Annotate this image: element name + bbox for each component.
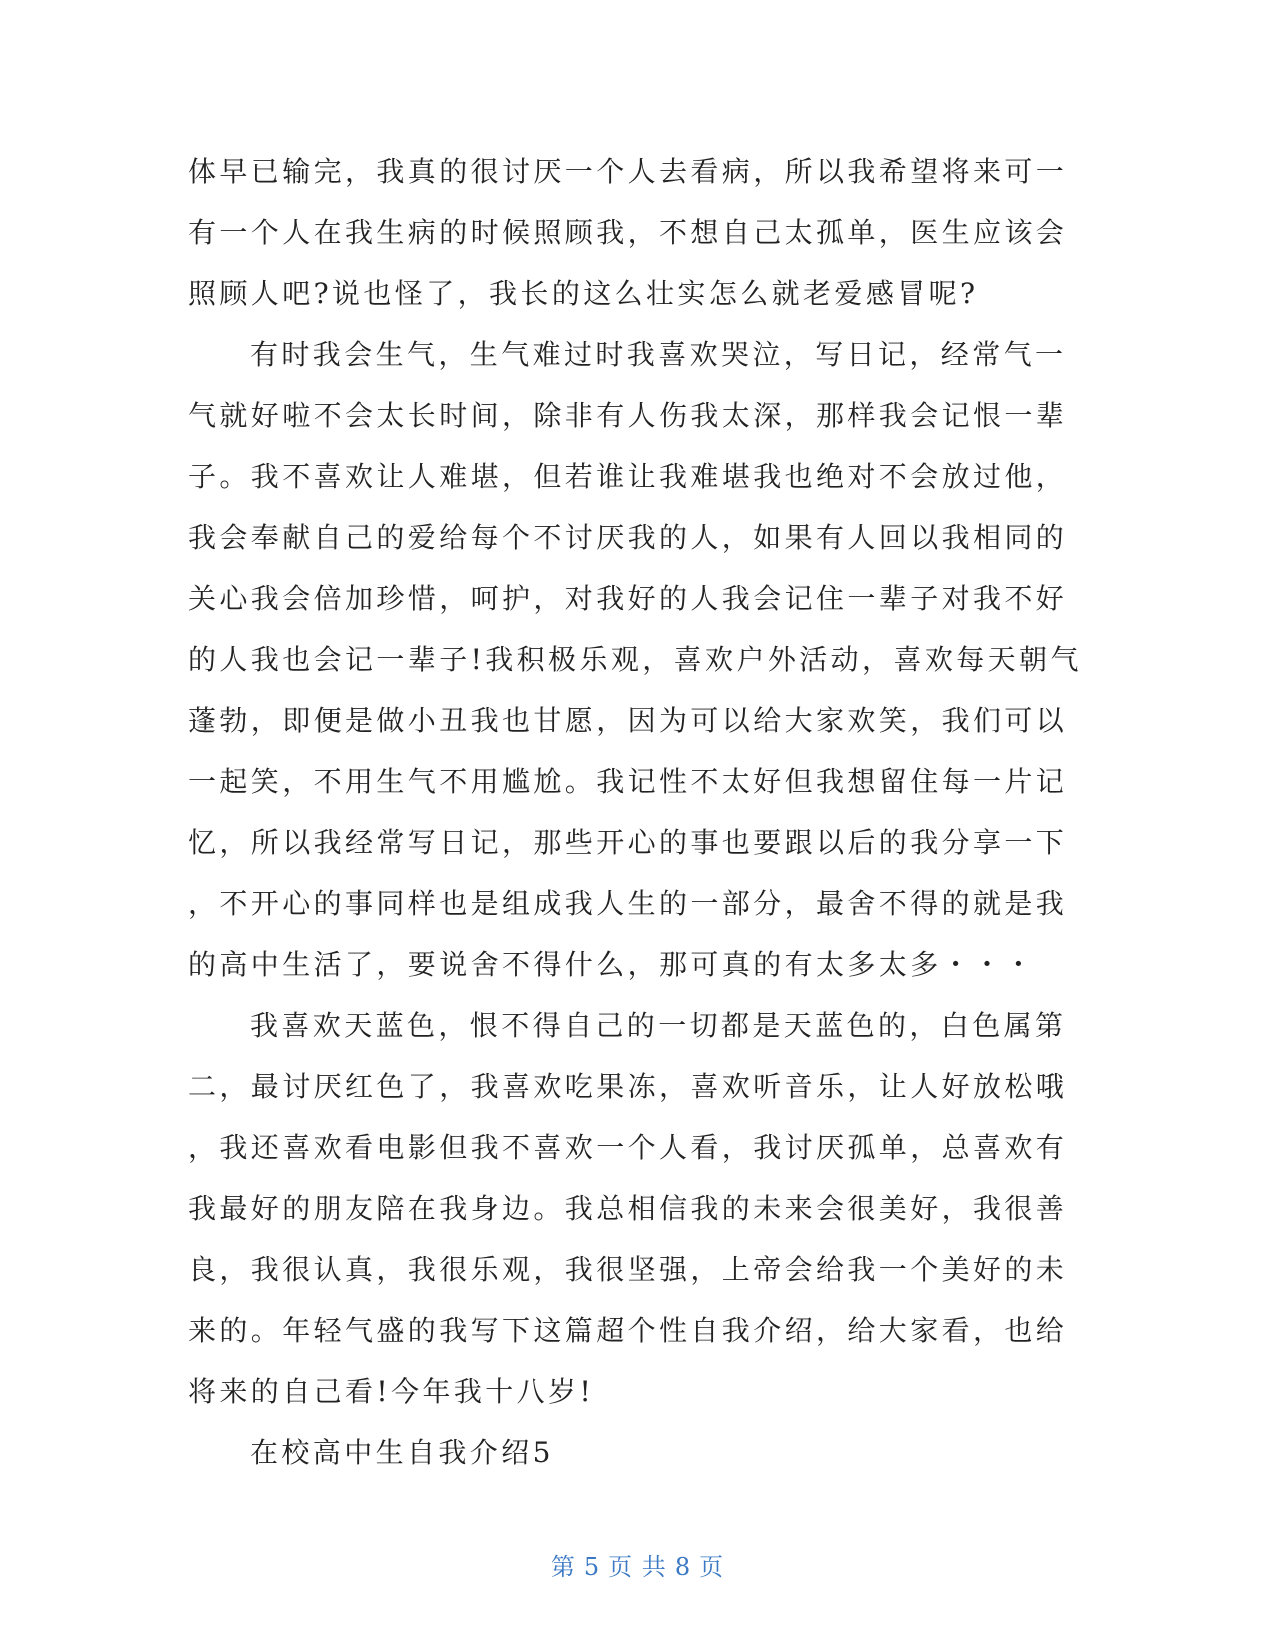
text-line: 气就好啦不会太长时间，除非有人伤我太深，那样我会记恨一辈 xyxy=(188,399,1068,432)
text-line: 我喜欢天蓝色，恨不得自己的一切都是天蓝色的，白色属第 xyxy=(250,1009,1067,1042)
text-line: 来的。年轻气盛的我写下这篇超个性自我介绍，给大家看，也给 xyxy=(188,1314,1068,1347)
document-body xyxy=(188,141,1082,1483)
text-line: 体早已输完，我真的很讨厌一个人去看病，所以我希望将来可一 xyxy=(188,155,1068,188)
text-line: 关心我会倍加珍惜，呵护，对我好的人我会记住一辈子对我不好 xyxy=(188,582,1068,615)
footer-label-middle: 页 共 xyxy=(608,1553,667,1581)
text-line: 将来的自己看!今年我十八岁! xyxy=(188,1375,595,1408)
text-line: 有时我会生气，生气难过时我喜欢哭泣，写日记，经常气一 xyxy=(250,338,1067,371)
text-line: 照顾人吧?说也怪了，我长的这么壮实怎么就老爱感冒呢? xyxy=(188,277,979,310)
text-line: ，不开心的事同样也是组成我人生的一部分，最舍不得的就是我 xyxy=(188,887,1068,920)
text-line: 一起笑，不用生气不用尴尬。我记性不太好但我想留住每一片记 xyxy=(188,765,1068,798)
text-line: 我会奉献自己的爱给每个不讨厌我的人，如果有人回以我相同的 xyxy=(188,521,1068,554)
text-line: 有一个人在我生病的时候照顾我，不想自己太孤单，医生应该会 xyxy=(188,216,1068,249)
text-line: 蓬勃，即便是做小丑我也甘愿，因为可以给大家欢笑，我们可以 xyxy=(188,704,1068,737)
footer-label-suffix: 页 xyxy=(699,1553,725,1581)
text-line: 的人我也会记一辈子!我积极乐观，喜欢户外活动，喜欢每天朝气 xyxy=(188,643,1082,676)
text-line: ，我还喜欢看电影但我不喜欢一个人看，我讨厌孤单，总喜欢有 xyxy=(188,1131,1068,1164)
page-number-total: 8 xyxy=(674,1553,692,1581)
text-line: 良，我很认真，我很乐观，我很坚强，上帝会给我一个美好的未 xyxy=(188,1253,1068,1286)
section-heading: 在校高中生自我介绍5 xyxy=(250,1436,554,1469)
footer-label-prefix: 第 xyxy=(550,1553,576,1581)
text-line: 的高中生活了，要说舍不得什么，那可真的有太多太多・・・ xyxy=(188,948,1036,981)
text-line: 忆，所以我经常写日记，那些开心的事也要跟以后的我分享一下 xyxy=(188,826,1068,859)
text-line: 我最好的朋友陪在我身边。我总相信我的未来会很美好，我很善 xyxy=(188,1192,1068,1225)
page-footer xyxy=(0,1547,1275,1582)
text-line: 二，最讨厌红色了，我喜欢吃果冻，喜欢听音乐，让人好放松哦 xyxy=(188,1070,1068,1103)
text-line: 子。我不喜欢让人难堪，但若谁让我难堪我也绝对不会放过他， xyxy=(188,460,1068,493)
page-number-current: 5 xyxy=(583,1553,601,1581)
